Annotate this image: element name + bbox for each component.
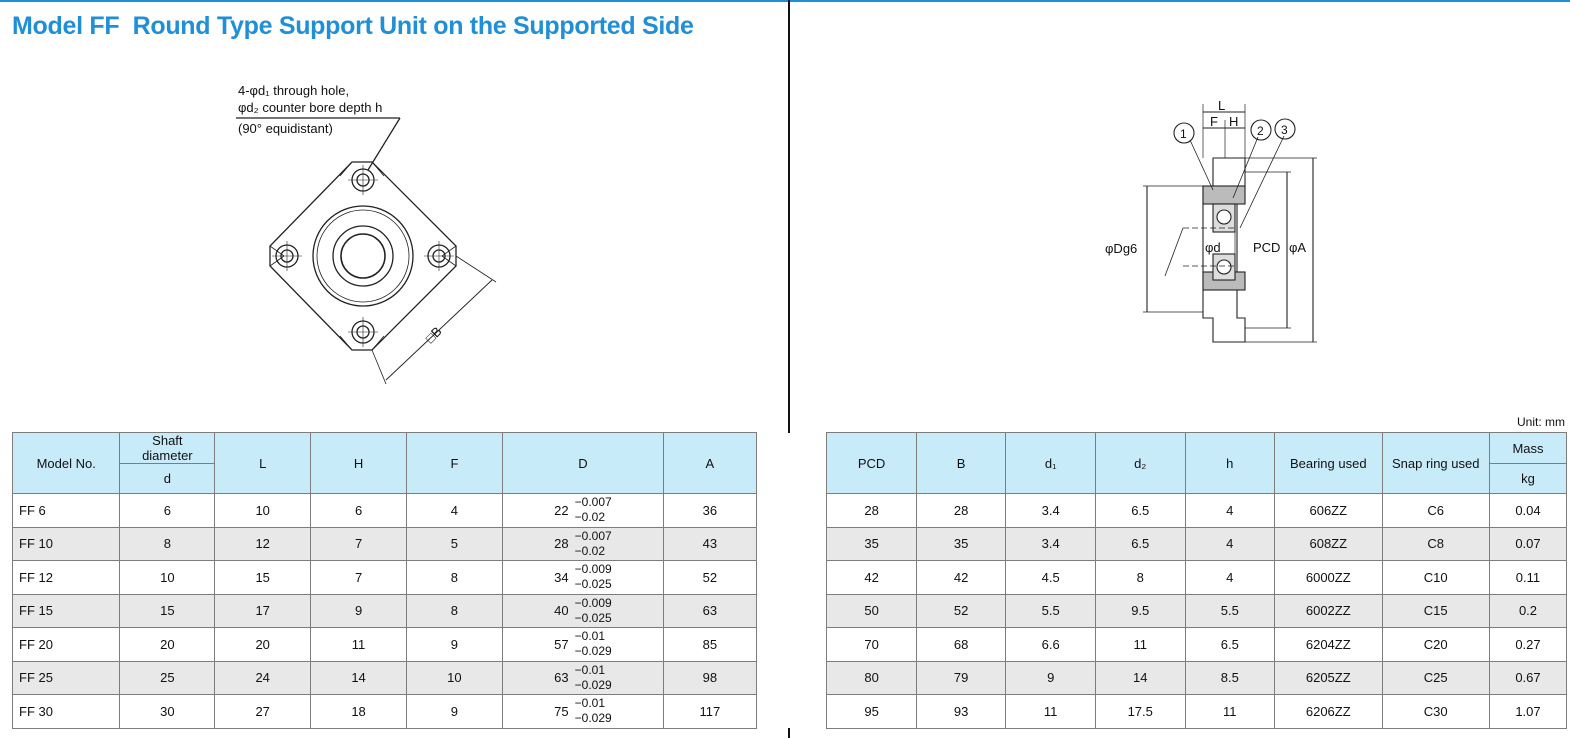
cell-f: 8	[406, 561, 502, 595]
cell-mass: 0.2	[1489, 594, 1566, 628]
cell-a: 52	[664, 561, 757, 595]
cell-h: 14	[311, 661, 407, 695]
dim-b-label: □B	[422, 323, 445, 346]
cell-a: 85	[664, 628, 757, 662]
cell-d-value: 75	[554, 703, 569, 719]
table-row	[13, 628, 1567, 662]
cell-d-outer	[502, 695, 663, 729]
cell-d1: 3.4	[1006, 494, 1096, 528]
cell-d2: 11	[1095, 628, 1185, 662]
cell-d-tol-upper: −0.007	[574, 495, 612, 510]
cell-d1: 3.4	[1006, 527, 1096, 561]
th-h: H	[311, 433, 407, 494]
cell-l: 20	[215, 628, 311, 662]
cell-bearing: 6206ZZ	[1275, 695, 1382, 729]
cell-h: 9	[311, 594, 407, 628]
cell-b: 79	[916, 661, 1006, 695]
cell-a: 43	[664, 527, 757, 561]
cell-d-tol-upper: −0.01	[574, 662, 606, 677]
cell-d2: 9.5	[1095, 594, 1185, 628]
cell-snap: C30	[1382, 695, 1489, 729]
label-pcd: PCD	[1253, 240, 1281, 255]
th-d1: d₁	[1006, 433, 1096, 494]
th-bearing: Bearing used	[1275, 433, 1382, 494]
cell-gap	[756, 494, 827, 528]
cell-d2: 6.5	[1095, 494, 1185, 528]
cell-d: 8	[120, 527, 215, 561]
th-pcd: PCD	[827, 433, 917, 494]
cell-pcd: 95	[827, 695, 917, 729]
cell-bearing: 608ZZ	[1275, 527, 1382, 561]
cell-pcd: 50	[827, 594, 917, 628]
cell-h: 7	[311, 527, 407, 561]
page-title: Model FF Round Type Support Unit on the Supported Side	[12, 12, 694, 40]
hole-note-line2: φd₂ counter bore depth h	[238, 100, 383, 115]
cell-d-value: 57	[554, 636, 569, 652]
cell-b: 52	[916, 594, 1006, 628]
cell-bearing: 6002ZZ	[1275, 594, 1382, 628]
cell-d-outer	[502, 527, 663, 561]
cell-f: 10	[406, 661, 502, 695]
th-snap: Snap ring used	[1382, 433, 1489, 494]
cell-pcd: 42	[827, 561, 917, 595]
label-h: H	[1229, 114, 1239, 129]
table-row	[13, 494, 1567, 528]
cell-model: FF 20	[13, 628, 120, 662]
cell-l: 27	[215, 695, 311, 729]
cell-d-value: 40	[554, 603, 569, 619]
cell-d: 30	[120, 695, 215, 729]
cell-gap	[756, 695, 827, 729]
cell-b: 28	[916, 494, 1006, 528]
cell-h: 11	[311, 628, 407, 662]
cell-pcd: 35	[827, 527, 917, 561]
cell-gap	[756, 561, 827, 595]
cell-a: 98	[664, 661, 757, 695]
cell-b: 93	[916, 695, 1006, 729]
cell-gap	[756, 661, 827, 695]
cell-d: 6	[120, 494, 215, 528]
th-l: L	[215, 433, 311, 494]
th-d2: d₂	[1095, 433, 1185, 494]
cell-d-value: 22	[554, 502, 569, 518]
cell-d-tol-upper: −0.01	[574, 629, 606, 644]
cell-snap: C15	[1382, 594, 1489, 628]
dim-b-ext1	[456, 256, 496, 282]
cell-d: 25	[120, 661, 215, 695]
cell-mass: 0.11	[1489, 561, 1566, 595]
callout-1-label: 1	[1180, 127, 1187, 141]
cell-f: 9	[406, 628, 502, 662]
cell-snap: C25	[1382, 661, 1489, 695]
cell-d1: 6.6	[1006, 628, 1096, 662]
cell-model: FF 12	[13, 561, 120, 595]
cell-d-outer	[502, 594, 663, 628]
outer-ring-inner	[317, 210, 409, 302]
cell-bearing: 6000ZZ	[1275, 561, 1382, 595]
table-row	[13, 661, 1567, 695]
cell-h: 4	[1185, 527, 1275, 561]
cell-pcd: 70	[827, 628, 917, 662]
cell-d-tol-upper: −0.01	[574, 696, 606, 711]
th-gap	[756, 433, 827, 494]
hole-note-line3: (90° equidistant)	[238, 121, 333, 136]
bearing-ring	[333, 226, 393, 286]
cell-d1: 11	[1006, 695, 1096, 729]
cell-h: 8.5	[1185, 661, 1275, 695]
mount-hole-left	[272, 241, 302, 271]
cell-h: 6	[311, 494, 407, 528]
cell-d: 10	[120, 561, 215, 595]
cell-l: 17	[215, 594, 311, 628]
cell-h: 7	[311, 561, 407, 595]
top-rule	[0, 0, 1570, 2]
cell-mass: 0.67	[1489, 661, 1566, 695]
cell-model: FF 25	[13, 661, 120, 695]
cell-h: 5.5	[1185, 594, 1275, 628]
cell-snap: C8	[1382, 527, 1489, 561]
cell-d-value: 63	[554, 670, 569, 686]
cell-d2: 17.5	[1095, 695, 1185, 729]
hole-note-line1: 4-φd₁ through hole,	[238, 83, 350, 98]
cell-f: 8	[406, 594, 502, 628]
lower-ball	[1217, 260, 1231, 274]
mount-hole-right	[424, 241, 454, 271]
cell-h: 4	[1185, 494, 1275, 528]
cell-gap	[756, 594, 827, 628]
th-shaft-sub: d	[120, 464, 215, 494]
th-f: F	[406, 433, 502, 494]
cell-b: 68	[916, 628, 1006, 662]
cell-d-outer	[502, 561, 663, 595]
cell-d-value: 34	[554, 569, 569, 585]
cell-d-outer	[502, 494, 663, 528]
cell-d1: 4.5	[1006, 561, 1096, 595]
cell-d-outer	[502, 661, 663, 695]
cell-f: 5	[406, 527, 502, 561]
section-view-drawing	[1095, 90, 1335, 350]
th-shaft: Shaft diameter	[120, 433, 215, 464]
unit-label: Unit: mm	[1517, 415, 1565, 429]
cell-d1: 5.5	[1006, 594, 1096, 628]
bore-ring	[341, 234, 385, 278]
mount-hole-bottom	[348, 317, 378, 347]
cell-d2: 6.5	[1095, 527, 1185, 561]
cell-l: 24	[215, 661, 311, 695]
label-d: φd	[1205, 240, 1221, 255]
cell-d: 20	[120, 628, 215, 662]
cell-d-tol-lower: −0.02	[574, 543, 606, 558]
cell-a: 117	[664, 695, 757, 729]
shaft-break	[1165, 228, 1183, 276]
cell-snap: C6	[1382, 494, 1489, 528]
cell-d: 15	[120, 594, 215, 628]
cell-d1: 9	[1006, 661, 1096, 695]
cell-h: 11	[1185, 695, 1275, 729]
th-mass-sub: kg	[1489, 464, 1566, 494]
cell-mass: 0.27	[1489, 628, 1566, 662]
th-mass: Mass	[1489, 433, 1566, 464]
cell-bearing: 6205ZZ	[1275, 661, 1382, 695]
cell-h: 6.5	[1185, 628, 1275, 662]
cell-d2: 14	[1095, 661, 1185, 695]
label-dg6: φDg6	[1105, 241, 1138, 256]
callout-2-label: 2	[1257, 124, 1264, 138]
cell-l: 12	[215, 527, 311, 561]
cell-d-tol-lower: −0.025	[574, 610, 612, 625]
table-row	[13, 527, 1567, 561]
cell-d-tol-upper: −0.007	[574, 528, 612, 543]
cell-d-tol-lower: −0.029	[574, 711, 612, 726]
cell-mass: 1.07	[1489, 695, 1566, 729]
callout-3-label: 3	[1281, 123, 1288, 137]
cell-bearing: 606ZZ	[1275, 494, 1382, 528]
cell-f: 9	[406, 695, 502, 729]
cell-pcd: 80	[827, 661, 917, 695]
cell-d-tol-lower: −0.029	[574, 677, 612, 692]
cell-a: 36	[664, 494, 757, 528]
th-d-outer: D	[502, 433, 663, 494]
cell-pcd: 28	[827, 494, 917, 528]
label-a: φA	[1289, 240, 1307, 255]
label-f: F	[1210, 114, 1218, 129]
dim-b-ext2	[372, 350, 386, 384]
th-b: B	[916, 433, 1006, 494]
th-h-small: h	[1185, 433, 1275, 494]
cell-d-tol-upper: −0.009	[574, 595, 612, 610]
cell-model: FF 6	[13, 494, 120, 528]
cell-model: FF 15	[13, 594, 120, 628]
cell-h: 4	[1185, 561, 1275, 595]
cell-d-tol-lower: −0.02	[574, 510, 606, 525]
front-view-drawing	[230, 110, 520, 400]
th-model: Model No.	[13, 433, 120, 494]
cell-bearing: 6204ZZ	[1275, 628, 1382, 662]
cell-f: 4	[406, 494, 502, 528]
cell-snap: C10	[1382, 561, 1489, 595]
table-row	[13, 561, 1567, 595]
cell-d-tol-lower: −0.025	[574, 577, 612, 592]
table-row	[13, 695, 1567, 729]
upper-ball	[1217, 210, 1231, 224]
cell-gap	[756, 527, 827, 561]
cell-d-tol-lower: −0.029	[574, 644, 612, 659]
cell-b: 42	[916, 561, 1006, 595]
cell-d-outer	[502, 628, 663, 662]
cell-l: 10	[215, 494, 311, 528]
mount-hole-top	[348, 165, 378, 195]
spec-table	[12, 432, 1567, 729]
cell-gap	[756, 628, 827, 662]
outer-ring	[313, 206, 413, 306]
cell-model: FF 10	[13, 527, 120, 561]
cell-d-value: 28	[554, 536, 569, 552]
cell-h: 18	[311, 695, 407, 729]
cell-d2: 8	[1095, 561, 1185, 595]
cell-mass: 0.04	[1489, 494, 1566, 528]
cell-a: 63	[664, 594, 757, 628]
table-row	[13, 594, 1567, 628]
cell-b: 35	[916, 527, 1006, 561]
upper-seal-section	[1203, 186, 1245, 204]
cell-snap: C20	[1382, 628, 1489, 662]
cell-l: 15	[215, 561, 311, 595]
th-a: A	[664, 433, 757, 494]
cell-mass: 0.07	[1489, 527, 1566, 561]
label-l: L	[1218, 98, 1226, 113]
cell-model: FF 30	[13, 695, 120, 729]
cell-d-tol-upper: −0.009	[574, 562, 612, 577]
